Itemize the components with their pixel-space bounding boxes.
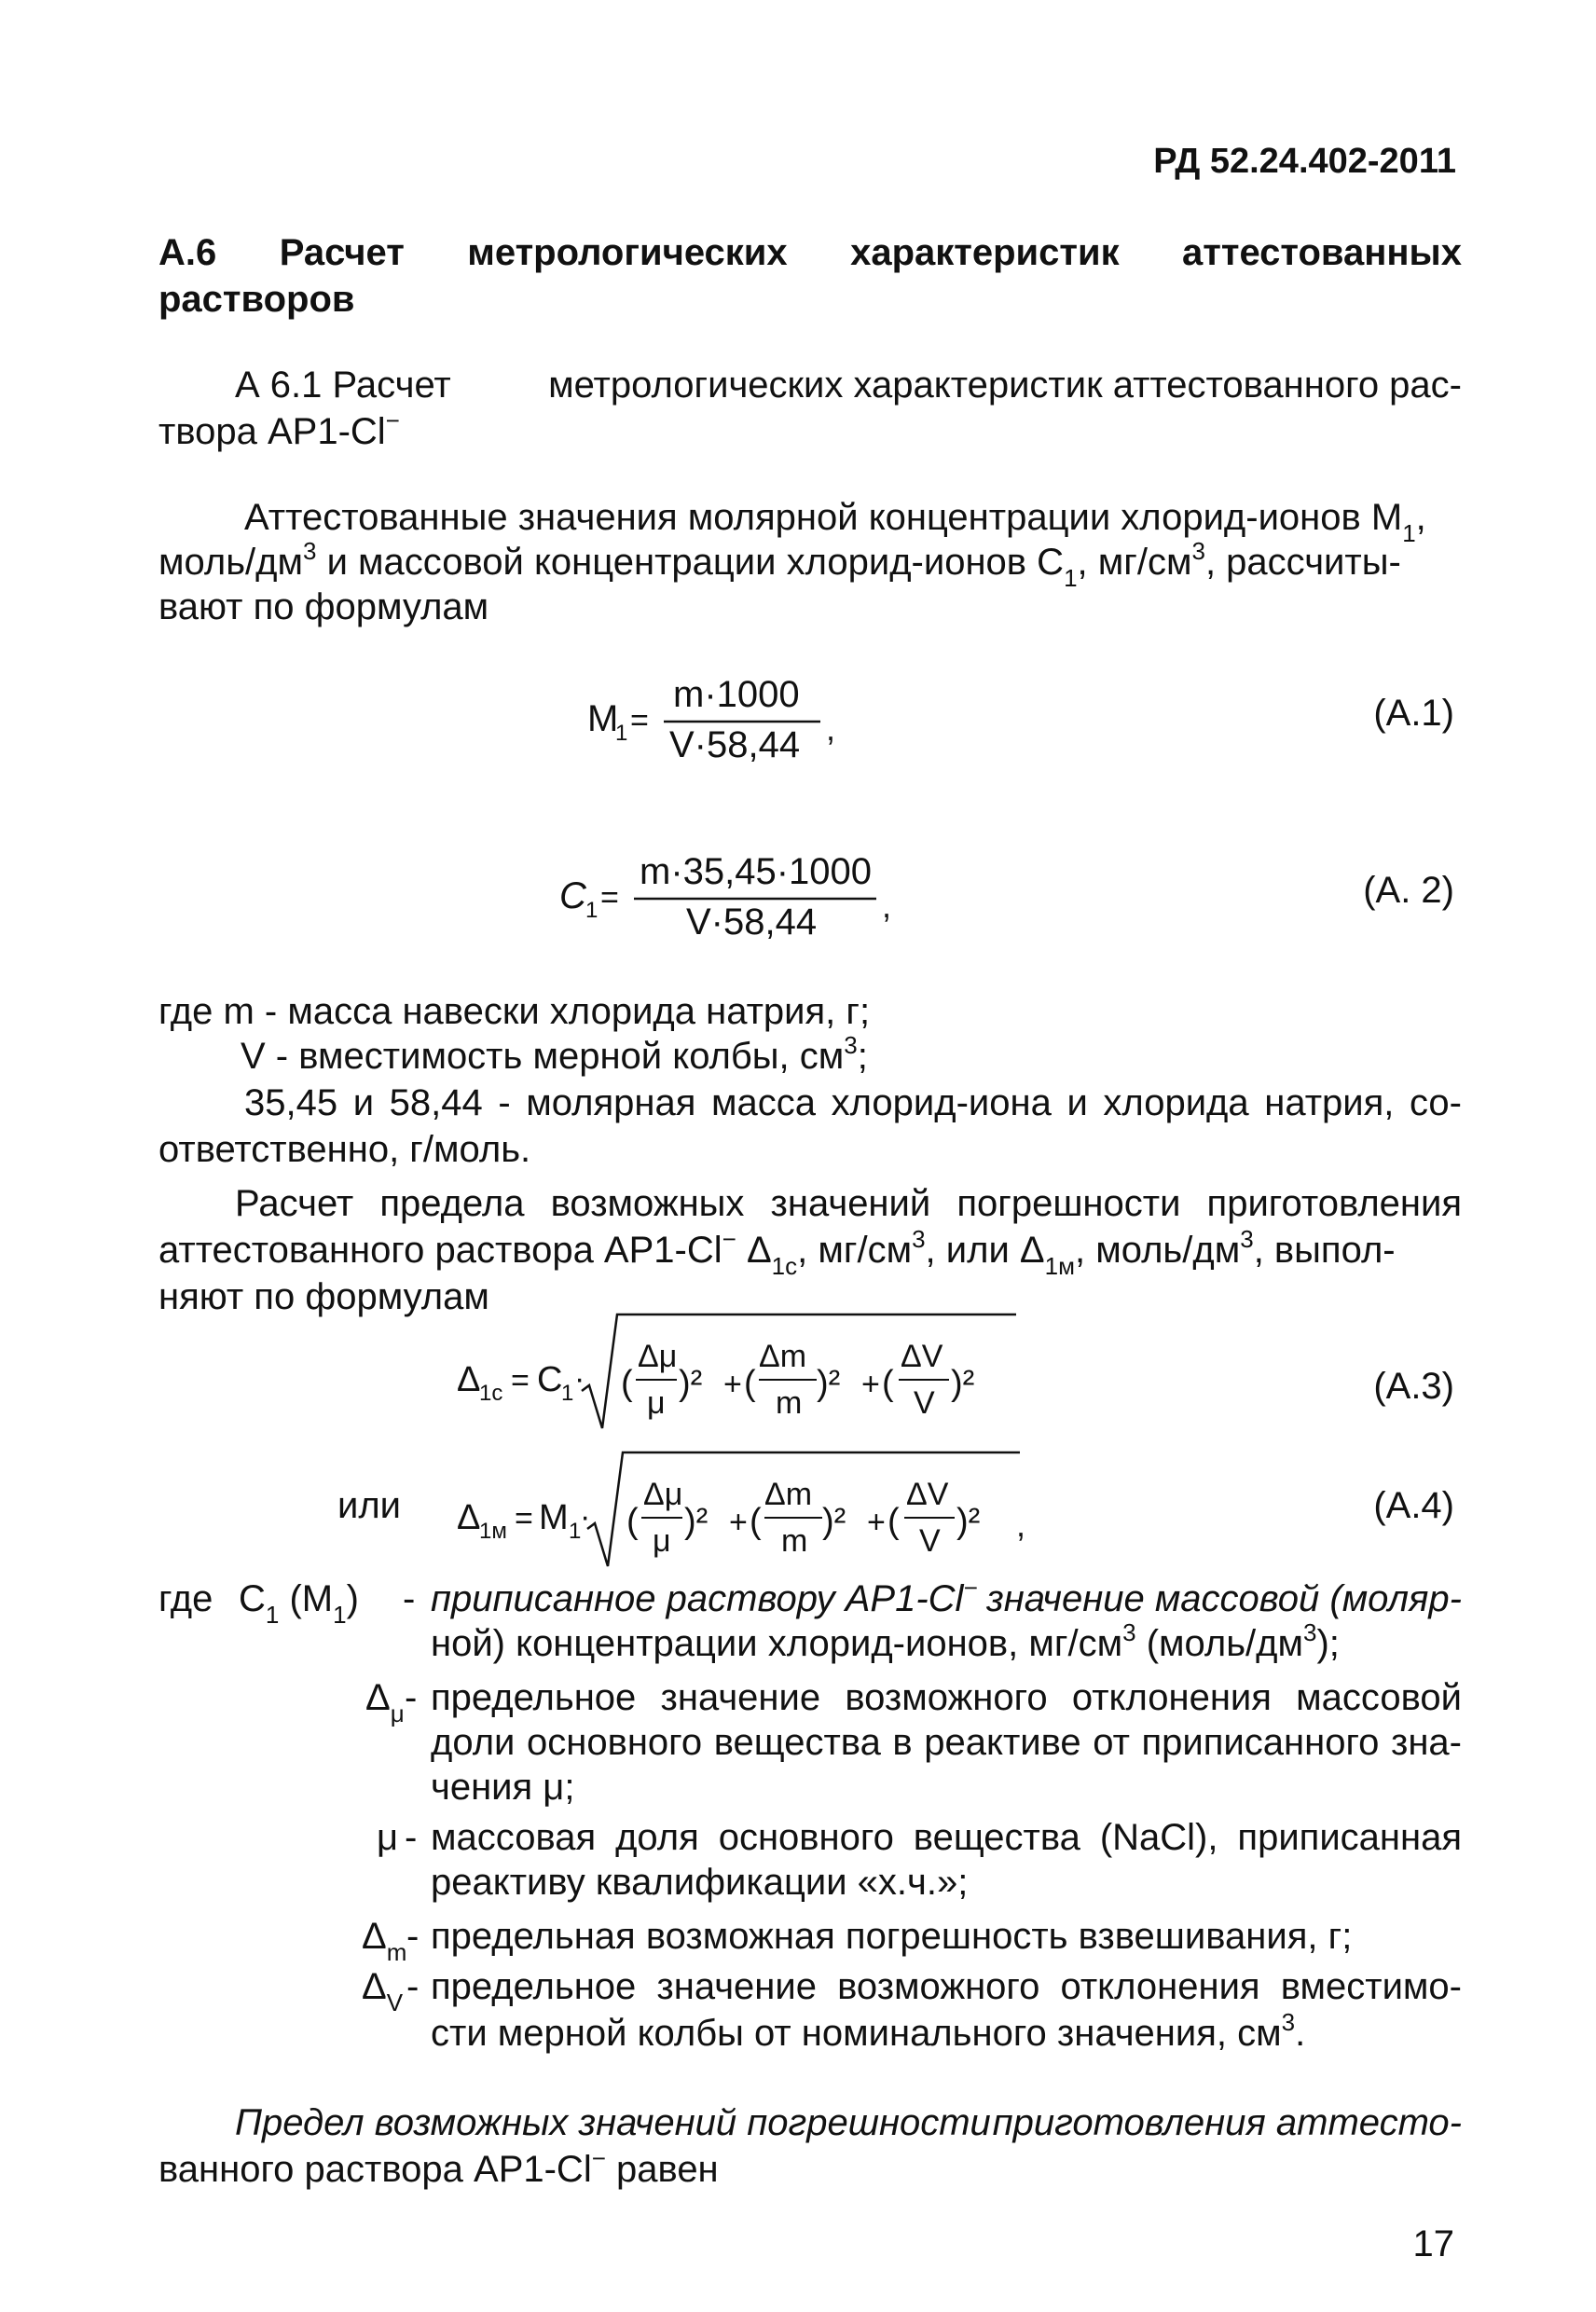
formula-a2 bbox=[559, 835, 923, 947]
where2-dm-symbol: $\Delta_m$ bbox=[362, 1916, 407, 1966]
formula-a4-t1-num: Δμ bbox=[643, 1477, 683, 1512]
formula-a4-lhs-sub: 1м bbox=[479, 1519, 507, 1544]
final-line2: ванного раствора АР1-Cl− равен bbox=[158, 2143, 719, 2190]
where2-mu-symbol: μ bbox=[377, 1817, 399, 1858]
formula-a3-factor: C bbox=[537, 1360, 563, 1399]
formula-a4-prefix: или bbox=[337, 1485, 402, 1526]
formula-a3-open1: ( bbox=[621, 1364, 633, 1403]
formula-a4-eq: = bbox=[515, 1501, 533, 1536]
where2-dv-symbol: $\Delta_V$ bbox=[362, 1966, 404, 2016]
formula-a1-comma: , bbox=[826, 709, 836, 748]
where2-c1-symbol: $C_1$ $(M_1)$ bbox=[239, 1578, 359, 1629]
where2-c1-dash: - bbox=[403, 1578, 416, 1619]
formula-a2-lhs: C bbox=[559, 875, 586, 916]
formula-a3-t2-den: m bbox=[776, 1385, 803, 1421]
formula-a1-denominator: V·58,44 bbox=[669, 724, 801, 765]
where2-dmu-line1: предельное значение возможного отклонения массовой bbox=[431, 1677, 1462, 1718]
subsection-line1 bbox=[235, 362, 1462, 408]
formula-a3-t2-num: Δm bbox=[759, 1339, 807, 1374]
formula-a4-open1: ( bbox=[626, 1502, 639, 1541]
intro-line3: вают по формулам bbox=[158, 586, 489, 627]
where1-line1: где m - масса навески хлорида натрия, г; bbox=[158, 991, 871, 1032]
formula-a1-numerator: m·1000 bbox=[673, 674, 800, 715]
formula-a3-factor-sub: 1 bbox=[561, 1381, 574, 1406]
limit-line1: Расчет предела возможных значений погрешности приготовления bbox=[235, 1183, 1462, 1224]
formula-a1-lhs-sub: 1 bbox=[615, 721, 628, 746]
formula-a1 bbox=[587, 658, 895, 770]
formula-a4-label: (А.4) bbox=[1373, 1485, 1454, 1526]
formula-a4-close3: )² bbox=[956, 1502, 981, 1541]
formula-a4-factor: M bbox=[539, 1498, 569, 1537]
where2-c1-line1: приписанное раствору АР1-Cl− значение массовой (моляр- bbox=[431, 1573, 1462, 1619]
document-code: РД 52.24.402-2011 bbox=[1153, 142, 1456, 181]
formula-a3 bbox=[457, 1305, 1053, 1436]
where2-dmu-line3: чения μ; bbox=[431, 1767, 575, 1808]
formula-a4-comma: , bbox=[1016, 1506, 1026, 1544]
limit-line3: няют по формулам bbox=[158, 1276, 489, 1317]
formula-a3-plus1: + bbox=[723, 1367, 742, 1402]
section-number: А.6 bbox=[158, 232, 217, 273]
formula-a4-t3-num: ΔV bbox=[906, 1477, 949, 1512]
formula-a3-plus2: + bbox=[861, 1367, 880, 1402]
formula-a4-t1-den: μ bbox=[653, 1523, 671, 1559]
formula-a2-denominator: V·58,44 bbox=[686, 901, 818, 943]
formula-a3-label: (А.3) bbox=[1373, 1366, 1454, 1407]
subsection-text: метрологических характеристик аттестованного рас- bbox=[548, 365, 1462, 406]
formula-a1-eq: = bbox=[630, 703, 649, 738]
intro-line2: моль/$дм^3$ и массовой концентрации хлорид-ионов $C_1$, $мг/см^3$, рассчиты- bbox=[158, 536, 1401, 592]
formula-a2-numerator: m·35,45·1000 bbox=[640, 851, 873, 892]
where1-line3: 35,45 и 58,44 - молярная масса хлорид-иона и хлорида натрия, со- bbox=[244, 1082, 1462, 1123]
section-word-2: метрологических bbox=[467, 232, 788, 273]
formula-a4-close2: )² bbox=[822, 1502, 846, 1541]
formula-a3-t3-num: ΔV bbox=[901, 1339, 943, 1374]
section-word-4: аттестованных bbox=[1182, 232, 1462, 273]
formula-a3-close3: )² bbox=[951, 1364, 975, 1403]
formula-a3-eq: = bbox=[511, 1363, 530, 1398]
limit-line2: аттестованного раствора АР1-Cl− $\Delta_{1c}$, $мг/см^3$, или $\Delta_{1м}$, моль/$дм^3$, выпол- bbox=[158, 1224, 1396, 1280]
formula-a4-open3: ( bbox=[887, 1502, 900, 1541]
where2-dmu-line2: доли основного вещества в реактиве от приписанного зна- bbox=[431, 1722, 1462, 1763]
formula-a4-t3-den: V bbox=[919, 1523, 941, 1559]
formula-a4-dot: · bbox=[580, 1499, 591, 1534]
formula-a4-lhs: Δ bbox=[457, 1498, 481, 1537]
subsection-line2: твора АР1-Cl− bbox=[158, 406, 400, 452]
where2-mu-dash: - bbox=[405, 1817, 418, 1858]
formula-a4-factor-sub: 1 bbox=[569, 1519, 582, 1544]
formula-a3-open3: ( bbox=[882, 1364, 894, 1403]
formula-a4-plus2: + bbox=[867, 1505, 886, 1540]
section-title-line1 bbox=[158, 229, 1462, 276]
where1-line4: ответственно, г/моль. bbox=[158, 1129, 531, 1170]
where1-line2: V - вместимость мерной колбы, $см^3$; bbox=[241, 1030, 868, 1077]
formula-a3-open2: ( bbox=[744, 1364, 756, 1403]
formula-a3-close2: )² bbox=[817, 1364, 841, 1403]
formula-a2-lhs-sub: 1 bbox=[585, 898, 598, 923]
page-number: 17 bbox=[1412, 2223, 1454, 2264]
where2-mu-line1: массовая доля основного вещества (NaCl), приписанная bbox=[431, 1817, 1462, 1858]
where2-lead: где bbox=[158, 1578, 213, 1619]
subsection-number: А 6.1 Расчет bbox=[235, 365, 451, 406]
intro-line1: Аттестованные значения молярной концентрации хлорид-ионов $M_1$, bbox=[244, 497, 1426, 547]
formula-a4-plus1: + bbox=[729, 1505, 748, 1540]
formula-a1-lhs: M bbox=[587, 698, 619, 739]
where2-dm-dash: - bbox=[406, 1916, 420, 1957]
formula-a3-dot: · bbox=[574, 1361, 585, 1397]
section-title-line2: растворов bbox=[158, 279, 355, 320]
section-word-1: Расчет bbox=[279, 232, 405, 273]
formula-a4-t2-num: Δm bbox=[764, 1477, 813, 1512]
formula-a3-lhs-sub: 1c bbox=[479, 1381, 503, 1406]
where2-dv-dash: - bbox=[406, 1966, 420, 2007]
formula-a2-eq: = bbox=[600, 880, 619, 915]
where2-dmu-dash: - bbox=[405, 1677, 418, 1718]
formula-a4-close1: )² bbox=[684, 1502, 709, 1541]
section-word-3: характеристик bbox=[850, 232, 1120, 273]
where2-dmu-symbol: $\Delta_\mu$ bbox=[365, 1677, 405, 1727]
formula-a4-t2-den: m bbox=[781, 1523, 808, 1559]
where2-dv-line2: сти мерной колбы от номинального значения, $см^3$. bbox=[431, 2007, 1306, 2054]
formula-a1-label: (А.1) bbox=[1373, 693, 1454, 734]
formula-a4-open2: ( bbox=[750, 1502, 762, 1541]
where2-dv-line1: предельное значение возможного отклонения вместимо- bbox=[431, 1966, 1462, 2007]
where2-c1-line2: ной) концентрации хлорид-ионов, $мг/см^3$ $(моль/дм^3)$; bbox=[431, 1617, 1340, 1664]
formula-a3-t3-den: V bbox=[914, 1385, 935, 1421]
formula-a2-comma: , bbox=[882, 887, 892, 925]
where2-dm-line1: предельная возможная погрешность взвешивания, г; bbox=[431, 1916, 1353, 1957]
formula-a2-label: (А. 2) bbox=[1363, 870, 1454, 911]
formula-a4 bbox=[457, 1443, 1072, 1574]
formula-a3-t1-num: Δμ bbox=[638, 1339, 678, 1374]
formula-a3-close1: )² bbox=[679, 1364, 703, 1403]
where2-mu-line2: реактиву квалификации «х.ч.»; bbox=[431, 1862, 969, 1903]
formula-a3-t1-den: μ bbox=[647, 1385, 666, 1421]
final-line1: Предел возможных значений погрешности приготовления аттесто- bbox=[235, 2102, 1462, 2143]
formula-a3-lhs: Δ bbox=[457, 1360, 481, 1399]
